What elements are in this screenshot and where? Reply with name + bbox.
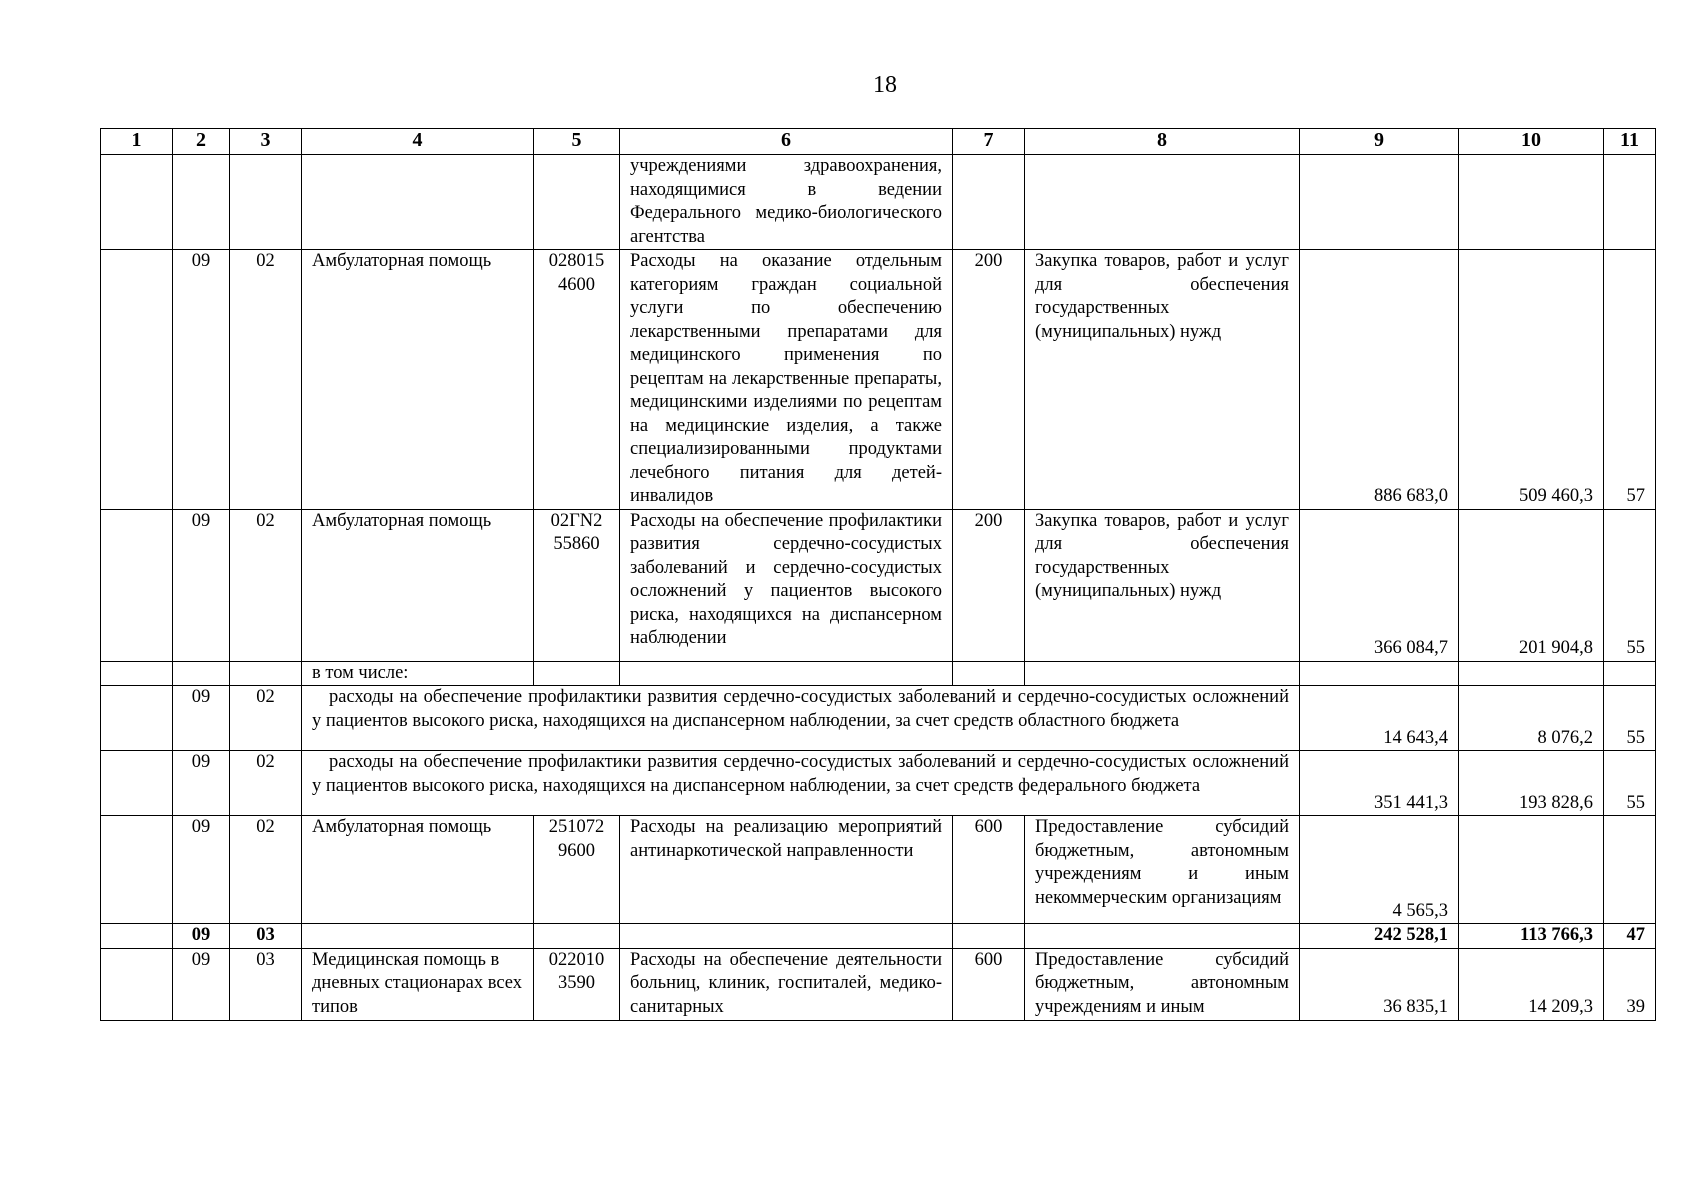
column-header: 9 xyxy=(1300,129,1459,155)
cell-amount-actual: 509 460,3 xyxy=(1459,250,1604,510)
table-row xyxy=(101,155,1656,250)
header-row xyxy=(101,129,1656,155)
column-header: 7 xyxy=(953,129,1025,155)
cell-subsection: 03 xyxy=(230,948,302,1020)
cell-percent xyxy=(1604,661,1656,686)
cell-amount-actual xyxy=(1459,155,1604,250)
column-header: 1 xyxy=(101,129,173,155)
cell-col1 xyxy=(101,661,173,686)
column-header: 6 xyxy=(620,129,953,155)
table-row xyxy=(101,661,1656,686)
cell-percent: 55 xyxy=(1604,509,1656,661)
column-header: 10 xyxy=(1459,129,1604,155)
cell-section: 09 xyxy=(173,509,230,661)
cell-expense-description xyxy=(620,661,953,686)
cell-target-code xyxy=(534,661,620,686)
cell-subsection xyxy=(230,661,302,686)
cell-expense-description: Расходы на оказание отдельным категориям граждан социальной услуги по обеспечению лекарственными препаратами для медицинского применения по рецептам на лекарственные препараты, медицинскими изделиями по рецептам на медицинские изделия, а также специализированными продуктами лечебного питания для детей-инвалидов xyxy=(620,250,953,510)
cell-col1 xyxy=(101,686,173,751)
table-body xyxy=(101,155,1656,1021)
cell-type-name: Предоставление субсидий бюджетным, автономным учреждениям и иным xyxy=(1025,948,1300,1020)
cell-subsection: 02 xyxy=(230,509,302,661)
cell-col1 xyxy=(101,509,173,661)
cell-name: Амбулаторная помощь xyxy=(302,816,534,924)
cell-amount-plan: 242 528,1 xyxy=(1300,924,1459,949)
cell-merged-description: расходы на обеспечение профилактики развития сердечно-сосудистых заболеваний и сердечно-сосудистых осложнений у пациентов высокого риска, находящихся на диспансерном наблюдении, за счет средств областного бюджета xyxy=(302,686,1300,751)
cell-target-code: 02ГN2 55860 xyxy=(534,509,620,661)
cell-type-name xyxy=(1025,661,1300,686)
cell-type-code xyxy=(953,661,1025,686)
cell-percent: 55 xyxy=(1604,686,1656,751)
cell-name: Медицинская помощь в дневных стационарах всех типов xyxy=(302,948,534,1020)
cell-name: Амбулаторная помощь xyxy=(302,250,534,510)
cell-subsection: 02 xyxy=(230,686,302,751)
cell-section: 09 xyxy=(173,686,230,751)
cell-percent: 55 xyxy=(1604,751,1656,816)
cell-section: 09 xyxy=(173,816,230,924)
cell-amount-plan: 366 084,7 xyxy=(1300,509,1459,661)
table-row xyxy=(101,509,1656,661)
cell-col1 xyxy=(101,155,173,250)
cell-subsection: 02 xyxy=(230,751,302,816)
cell-amount-plan: 36 835,1 xyxy=(1300,948,1459,1020)
cell-section: 09 xyxy=(173,751,230,816)
cell-expense-description: учреждениями здравоохранения, находящимися в ведении Федерального медико-биологического агентства xyxy=(620,155,953,250)
cell-col1 xyxy=(101,751,173,816)
cell-subsection: 02 xyxy=(230,250,302,510)
table-row xyxy=(101,948,1656,1020)
cell-col1 xyxy=(101,924,173,949)
cell-section xyxy=(173,155,230,250)
column-header: 8 xyxy=(1025,129,1300,155)
cell-expense-description: Расходы на реализацию мероприятий антинаркотической направленности xyxy=(620,816,953,924)
cell-target-code xyxy=(534,924,620,949)
cell-type-name xyxy=(1025,924,1300,949)
cell-subsection: 02 xyxy=(230,816,302,924)
table-row xyxy=(101,250,1656,510)
cell-name xyxy=(302,924,534,949)
cell-percent: 47 xyxy=(1604,924,1656,949)
cell-percent xyxy=(1604,816,1656,924)
cell-type-code xyxy=(953,155,1025,250)
cell-type-name: Закупка товаров, работ и услуг для обеспечения государственных (муниципальных) нужд xyxy=(1025,250,1300,510)
cell-percent xyxy=(1604,155,1656,250)
cell-target-code: 022010 3590 xyxy=(534,948,620,1020)
cell-amount-actual: 8 076,2 xyxy=(1459,686,1604,751)
column-header: 4 xyxy=(302,129,534,155)
cell-col1 xyxy=(101,948,173,1020)
cell-section: 09 xyxy=(173,924,230,949)
page-number: 18 xyxy=(873,72,897,98)
cell-amount-plan: 14 643,4 xyxy=(1300,686,1459,751)
cell-name xyxy=(302,155,534,250)
cell-amount-actual: 193 828,6 xyxy=(1459,751,1604,816)
cell-amount-actual: 201 904,8 xyxy=(1459,509,1604,661)
table-row xyxy=(101,686,1656,751)
cell-name: Амбулаторная помощь xyxy=(302,509,534,661)
cell-type-code: 600 xyxy=(953,816,1025,924)
column-header: 2 xyxy=(173,129,230,155)
cell-amount-plan xyxy=(1300,661,1459,686)
cell-expense-description: Расходы на обеспечение деятельности больниц, клиник, госпиталей, медико-санитарных xyxy=(620,948,953,1020)
cell-amount-plan: 351 441,3 xyxy=(1300,751,1459,816)
table-row xyxy=(101,751,1656,816)
column-header: 5 xyxy=(534,129,620,155)
cell-type-name: Предоставление субсидий бюджетным, автономным учреждениям и иным некоммерческим организациям xyxy=(1025,816,1300,924)
cell-section xyxy=(173,661,230,686)
budget-table xyxy=(100,128,1656,1021)
cell-expense-description: Расходы на обеспечение профилактики развития сердечно-сосудистых заболеваний и сердечно-сосудистых осложнений у пациентов высокого риска, находящихся на диспансерном наблюдении xyxy=(620,509,953,661)
cell-subsection: 03 xyxy=(230,924,302,949)
cell-amount-actual xyxy=(1459,661,1604,686)
cell-name: в том числе: xyxy=(302,661,534,686)
cell-section: 09 xyxy=(173,250,230,510)
cell-amount-actual xyxy=(1459,816,1604,924)
column-header: 11 xyxy=(1604,129,1656,155)
cell-merged-description: расходы на обеспечение профилактики развития сердечно-сосудистых заболеваний и сердечно-сосудистых осложнений у пациентов высокого риска, находящихся на диспансерном наблюдении, за счет средств федерального бюджета xyxy=(302,751,1300,816)
table-row xyxy=(101,924,1656,949)
cell-target-code: 028015 4600 xyxy=(534,250,620,510)
cell-type-code xyxy=(953,924,1025,949)
cell-type-code: 200 xyxy=(953,509,1025,661)
cell-expense-description xyxy=(620,924,953,949)
cell-type-name xyxy=(1025,155,1300,250)
cell-type-code: 200 xyxy=(953,250,1025,510)
cell-amount-actual: 113 766,3 xyxy=(1459,924,1604,949)
cell-amount-plan: 886 683,0 xyxy=(1300,250,1459,510)
cell-percent: 57 xyxy=(1604,250,1656,510)
cell-col1 xyxy=(101,250,173,510)
cell-amount-plan: 4 565,3 xyxy=(1300,816,1459,924)
cell-type-code: 600 xyxy=(953,948,1025,1020)
column-header: 3 xyxy=(230,129,302,155)
cell-target-code: 251072 9600 xyxy=(534,816,620,924)
cell-percent: 39 xyxy=(1604,948,1656,1020)
table-row xyxy=(101,816,1656,924)
cell-col1 xyxy=(101,816,173,924)
cell-amount-actual: 14 209,3 xyxy=(1459,948,1604,1020)
cell-section: 09 xyxy=(173,948,230,1020)
cell-subsection xyxy=(230,155,302,250)
cell-type-name: Закупка товаров, работ и услуг для обеспечения государственных (муниципальных) нужд xyxy=(1025,509,1300,661)
cell-target-code xyxy=(534,155,620,250)
cell-amount-plan xyxy=(1300,155,1459,250)
